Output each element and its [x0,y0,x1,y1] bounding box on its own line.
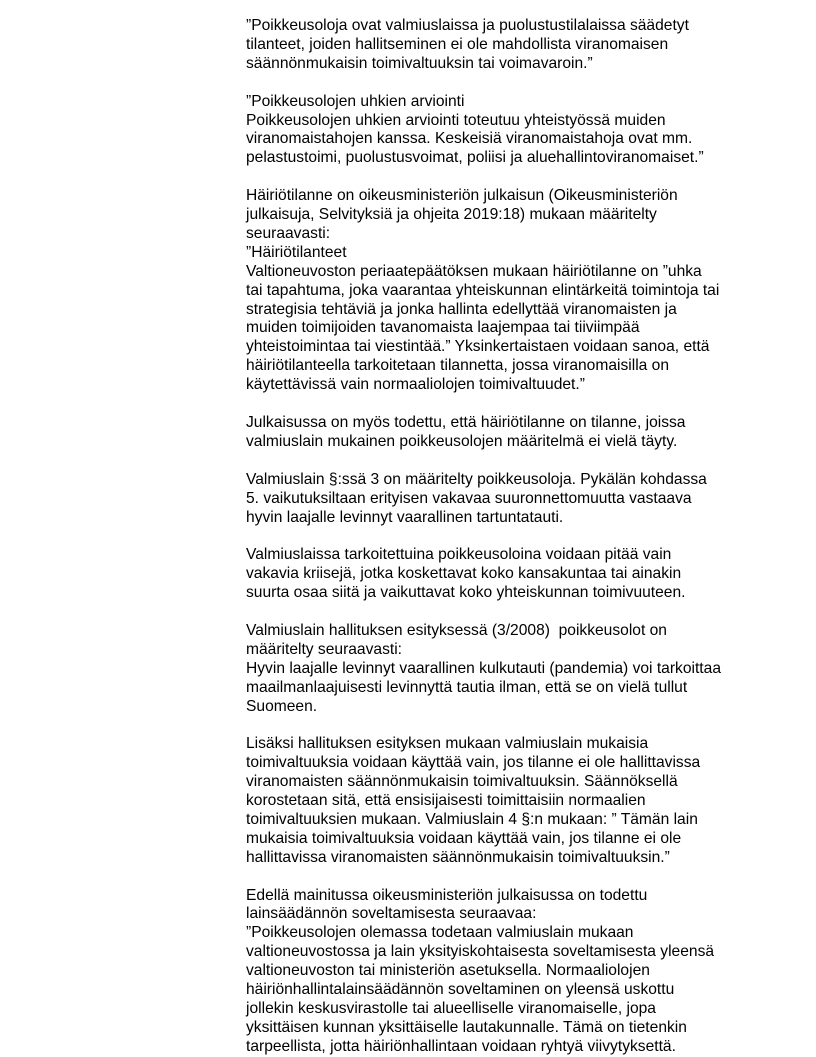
paragraph-julkaisu-todettu: Julkaisussa on myös todettu, että häiriötilanne on tilanne, joissa valmiuslain mukainen poikkeusolojen määritelmä ei vielä täyty. [246,413,686,450]
document-page [246,17,766,1057]
paragraph-valmiuslaki-3: Valmiuslain §:ssä 3 on määritelty poikkeusoloja. Pykälän kohdassa 5. vaikutuksiltaan erityisen vakavaa suuronnettomuutta vastaava hyvin laajalle levinnyt vaarallinen tartuntatauti. [246,470,707,526]
paragraph-hallituksen-esitys: Valmiuslain hallituksen esityksessä (3/2008) poikkeusolot on määritelty seuraavasti: Hyvin laajalle levinnyt vaarallinen kulkutauti (pandemia) voi tarkoittaa maailmanlaajuisesti levinnyttä tautia ilman, että se on vielä tullut Suomeen. [246,621,721,715]
paragraph-uhkien-arviointi: ”Poikkeusolojen uhkien arviointi Poikkeusolojen uhkien arviointi toteutuu yhteistyössä muiden viranomaistahojen kanssa. Keskeisiä viranomaistahoja ovat mm. pelastustoimi, puolustusvoimat, poliisi ja aluehallintoviranomaiset.” [246,92,704,167]
paragraph-lainsaadannon-soveltaminen: Edellä mainitussa oikeusministeriön julkaisussa on todettu lainsäädännön soveltamisesta seuraavaa: ”Poikkeusolojen olemassa todetaan valmiuslain mukaan valtioneuvostossa ja lain yksityiskohtaisesta soveltamisesta yleensä valtioneuvoston tai ministeriön asetuksella. Normaaliolojen häiriönhallintalainsäädännön soveltaminen on yleensä uskottu jollekin keskusvirastolle tai alueelliselle viranomaiselle, jopa yksittäisen kunnan yksittäiselle lautakunnalle. Tämä on tietenkin tarpeellista, jotta häiriönhallintaan voidaan ryhtyä viivytyksettä. [246,886,715,1055]
paragraph-hairiotilanne: Häiriötilanne on oikeusministeriön julkaisun (Oikeusministeriön julkaisuja, Selvityksiä ja ohjeita 2019:18) mukaan määritelty seuraavasti: ”Häiriötilanteet Valtioneuvoston periaatepäätöksen mukaan häiriötilanne on ”uhka tai tapahtuma, joka vaarantaa yhteiskunnan elintärkeitä toimintoja tai strategisia tehtäviä ja jonka hallinta edellyttää viranomaisten ja muiden toimijoiden tavanomaista laajempaa tai tiiviimpää yhteistoimintaa tai viestintää.” Yksinkertaistaen voidaan sanoa, että häiriötilanteella tarkoitetaan tilannetta, jossa viranomaisilla on käytettävissä vain normaaliolojen toimivaltuudet.” [246,187,720,394]
paragraph-poikkeusolot-definition: ”Poikkeusoloja ovat valmiuslaissa ja puolustustilalaissa säädetyt tilanteet, joiden hallitseminen ei ole mahdollista viranomaisen säännönmukaisin toimivaltuuksin tai voimavaroin.” [246,17,689,72]
paragraph-vakavat-kriisit: Valmiuslaissa tarkoitettuina poikkeusoloina voidaan pitää vain vakavia kriisejä, jotka koskettavat koko kansakuntaa tai ainakin suurta osaa siitä ja vaikuttavat koko yhteiskunnan toimivuuteen. [246,546,686,602]
paragraph-toimivaltuudet: Lisäksi hallituksen esityksen mukaan valmiuslain mukaisia toimivaltuuksia voidaan käyttää vain, jos tilanne ei ole hallittavissa viranomaisten säännönmukaisin toimivaltuuksin. Säännöksellä korostetaan sitä, että ensisijaisesti toimittaisiin normaalien toimivaltuuksien mukaan. Valmiuslain 4 §:n mukaan: ” Tämän lain mukaisia toimivaltuuksia voidaan käyttää vain, jos tilanne ei ole hallittavissa viranomaisten säännönmukaisin toimivaltuuksin.” [246,735,701,866]
